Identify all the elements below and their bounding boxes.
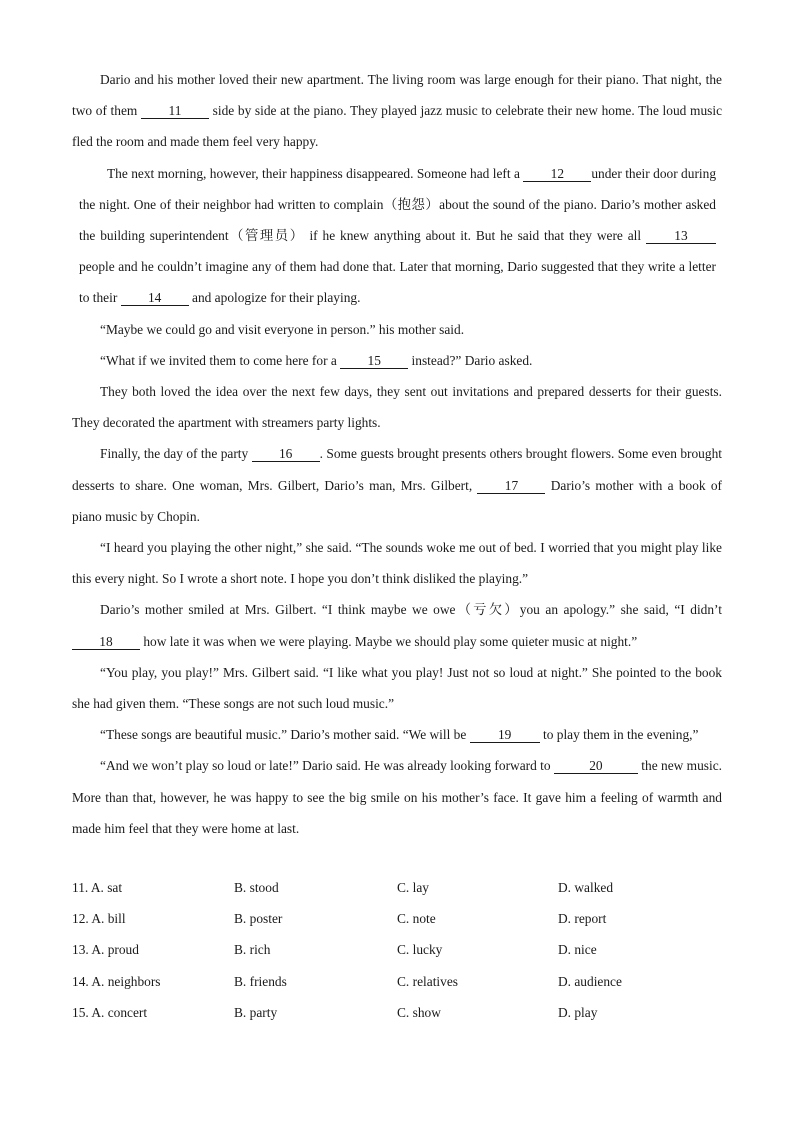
option-d: D. audience [558, 973, 622, 989]
option-c: C. relatives [397, 973, 458, 989]
paragraph-4: “What if we invited them to come here for a 15 instead?” Dario asked. [100, 352, 533, 368]
option-b: B. stood [234, 880, 279, 895]
paragraph-10: “These songs are beautiful music.” Dario’s mother said. “We will be 19 to play them in the evening,” [100, 727, 699, 743]
option-c: C. show [397, 1004, 441, 1020]
paragraph-7: “I heard you playing the other night,” she said. “The sounds woke me out of bed. I worried that you might play like this every night. So I wrote a short note. I hope you don’t think disliked the playing.” [72, 540, 722, 587]
option-d: D. nice [558, 942, 597, 958]
option-row [72, 966, 722, 997]
option-row [72, 872, 722, 903]
cloze-passage [72, 64, 722, 844]
option-d: D. play [558, 1004, 598, 1020]
blank-17: 17 [477, 478, 545, 494]
paragraph-9: “You play, you play!” Mrs. Gilbert said. “I like what you play! Just not so loud at night.” She pointed to the book she had given them. “These songs are not such loud music.” [72, 664, 722, 712]
option-a: 11. A. sat [72, 880, 123, 895]
option-b: B. party [234, 1004, 278, 1020]
blank-11: 11 [141, 103, 209, 119]
paragraph-11: “And we won’t play so loud or late!” Dario said. He was already looking forward to 20 the new music. More than that, however, he was happy to see the big smile on his mother’s face. It gave him a feeling of warmth and made him feel that they were home at last. [72, 758, 723, 836]
option-c: C. note [397, 911, 436, 927]
blank-20: 20 [554, 758, 638, 774]
option-row [72, 903, 722, 934]
paragraph-2: The next morning, however, their happiness disappeared. Someone had left a 12 under their door during the night. One of their neighbor had written to complain（抱怨）about the sound of the piano. Dario’s mother asked the building superintendent（管理员） if he knew anything about it. But he said that they were all 13 people and he couldn’t imagine any of them had done that. Later that morning, Dario suggested that they write a letter to their 14 and apologize for their playing. [79, 165, 717, 306]
blank-18: 18 [72, 634, 140, 650]
option-b: B. rich [234, 942, 271, 958]
blank-15: 15 [340, 353, 408, 369]
option-row [72, 934, 722, 965]
blank-14: 14 [121, 290, 189, 306]
option-d: D. walked [558, 880, 614, 895]
paragraph-5: They both loved the idea over the next few days, they sent out invitations and prepared desserts for their guests. They decorated the apartment with streamers party lights. [72, 384, 722, 431]
option-c: C. lucky [397, 942, 443, 958]
blank-13: 13 [646, 228, 716, 244]
answer-options [72, 872, 722, 1028]
blank-12: 12 [523, 166, 591, 182]
option-b: B. poster [234, 911, 283, 927]
blank-19: 19 [470, 727, 540, 743]
option-a: 12. A. bill [72, 911, 126, 927]
option-a: 14. A. neighbors [72, 973, 161, 989]
option-c: C. lay [397, 880, 429, 895]
paragraph-3: “Maybe we could go and visit everyone in person.” his mother said. [100, 321, 465, 337]
option-d: D. report [558, 911, 607, 927]
option-row [72, 997, 722, 1028]
paragraph-1: Dario and his mother loved their new apartment. The living room was large enough for their piano. That night, the two of them 11 side by side at the piano. They played jazz music to celebrate their new home. The loud music fled the room and made them feel very happy. [72, 72, 723, 150]
paragraph-8: Dario’s mother smiled at Mrs. Gilbert. “I think maybe we owe（亏欠）you an apology.” she said, “I didn’t 18 how late it was when we were playing. Maybe we should play some quieter music at night.” [72, 594, 722, 656]
paragraph-6: Finally, the day of the party 16 . Some guests brought presents others brought flowers. Some even brought desserts to share. One woman, Mrs. Gilbert, Dario’s man, Mrs. Gilbert, 17 Dario’s mother with a book of piano music by Chopin. [72, 446, 722, 524]
option-a: 15. A. concert [72, 1004, 148, 1020]
blank-16: 16 [252, 446, 320, 462]
option-b: B. friends [234, 973, 287, 989]
option-a: 13. A. proud [72, 942, 139, 958]
